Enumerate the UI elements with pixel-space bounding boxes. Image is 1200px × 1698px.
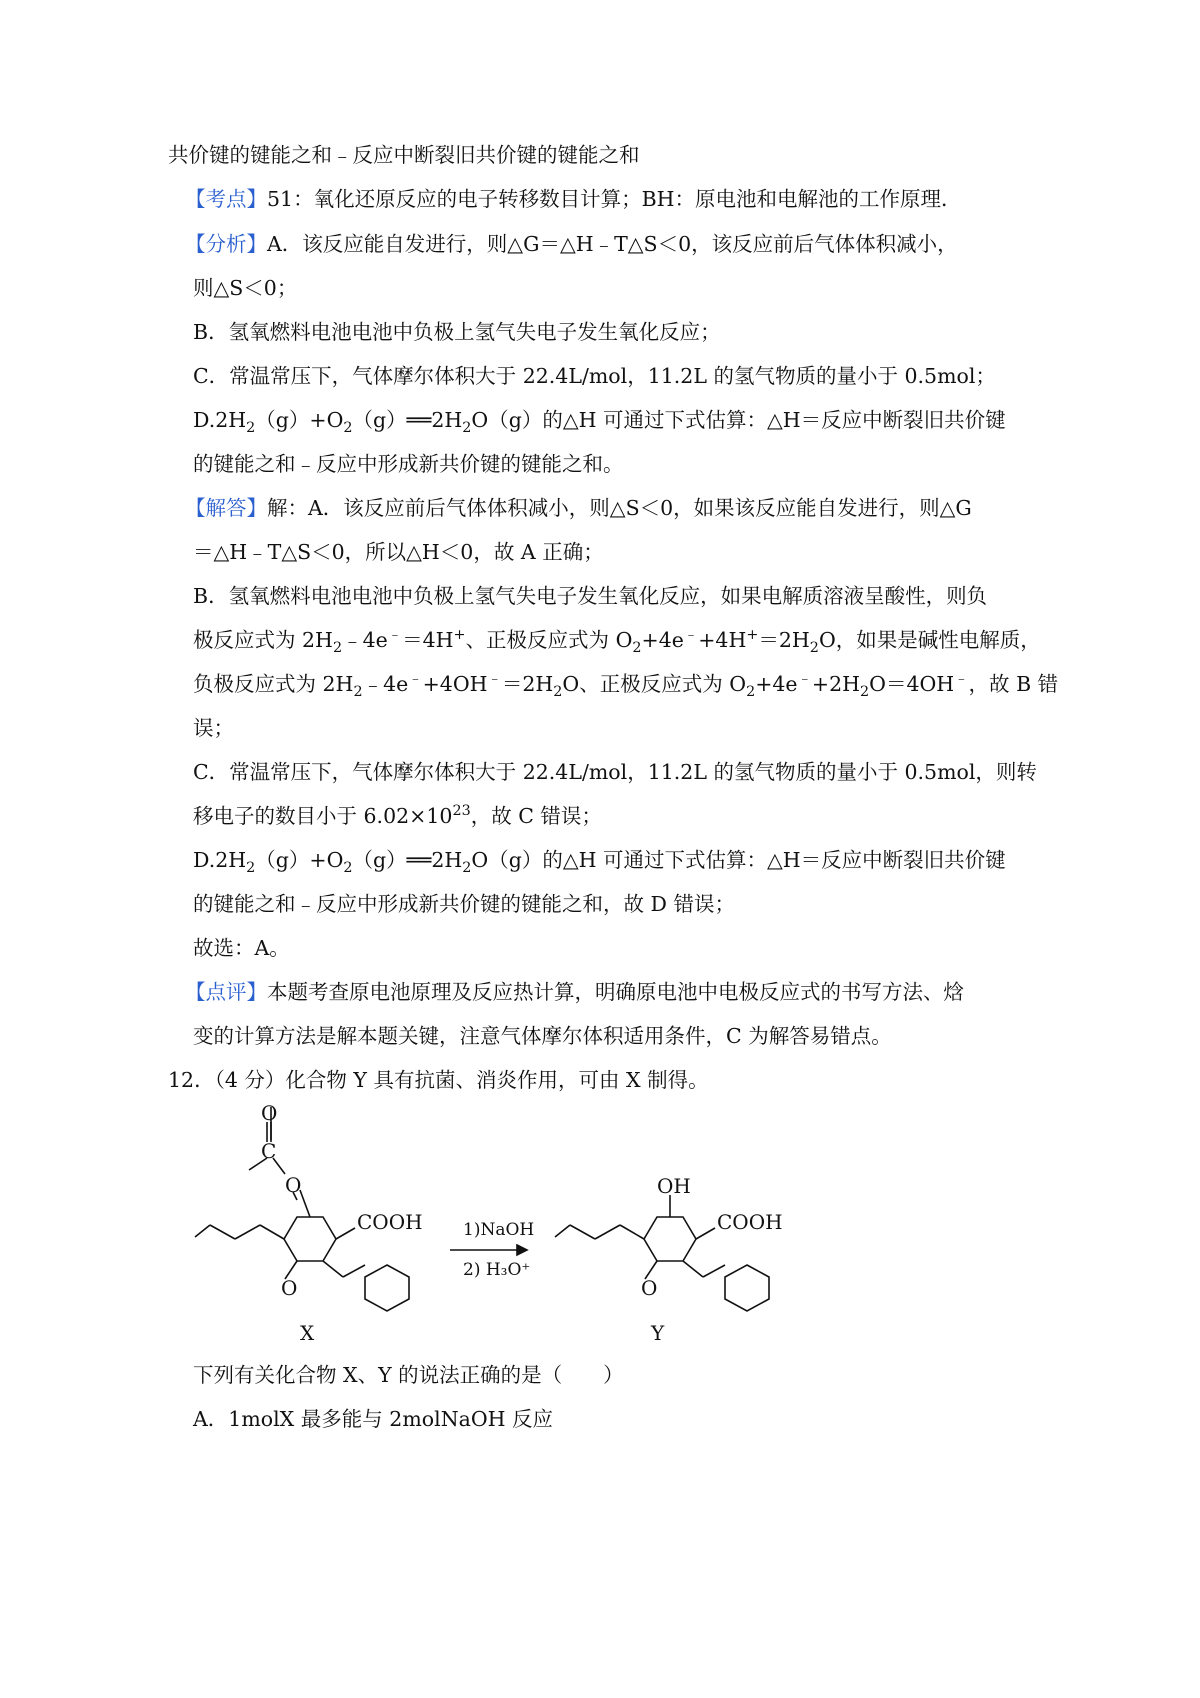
formula-part: 、正极反应式为 O — [465, 628, 633, 652]
superscript: + — [746, 627, 759, 644]
reaction-scheme — [205, 1174, 845, 1435]
formula-part: ，故 B 错 — [968, 672, 1059, 696]
x-cooh-bond — [336, 1228, 355, 1239]
x-ester-o: O — [285, 1173, 302, 1197]
subscript: 2 — [462, 860, 472, 877]
x-methoxy-o: O — [281, 1276, 298, 1300]
x-prenyl-bond — [235, 1225, 260, 1239]
jieda-b-base — [193, 669, 1058, 699]
subscript: 2 — [632, 640, 642, 657]
dianping-cont: 变的计算方法是解本题关键，注意气体摩尔体积适用条件，C 为解答易错点。 — [193, 1024, 892, 1048]
answer-line: 故选：A。 — [193, 936, 290, 960]
formula-part: +4e — [641, 628, 684, 652]
formula-part: +O — [309, 848, 344, 872]
superscript: ﹣ — [683, 627, 699, 644]
x-acetyl-group — [205, 1100, 845, 1200]
dianping-text: 本题考查原电池原理及反应热计算，明确原电池中电极反应式的书写方法、焓 — [267, 980, 964, 1004]
fenxi-tag: 【分析】 — [185, 232, 267, 256]
superscript: ﹣ — [408, 671, 423, 688]
formula-part: ＝4H — [402, 628, 454, 652]
jieda-c-cont — [193, 801, 602, 831]
x-prenyl-bond — [260, 1225, 284, 1239]
subscript: 2 — [343, 860, 353, 877]
x-prenyl-methyl — [195, 1225, 210, 1237]
subscript: 2 — [353, 684, 363, 701]
y-prenyl-double — [570, 1225, 595, 1239]
formula-part: O — [471, 848, 489, 872]
kaodian-text: 51：氧化还原反应的电子转移数目计算；BH：原电池和电解池的工作原理． — [267, 187, 962, 211]
x-label: X — [300, 1321, 315, 1345]
y-cooh-bond — [696, 1228, 715, 1239]
reagent-2: 2) H₃O⁺ — [463, 1260, 531, 1280]
x-cooh-label: COOH — [357, 1210, 423, 1234]
formula-part: （g） — [488, 408, 543, 432]
formula-part: （g） — [255, 408, 310, 432]
jieda-b-acid — [193, 625, 1041, 655]
x-carbonyl-c: C — [261, 1139, 277, 1163]
kaodian-line — [185, 184, 962, 214]
subscript: 2 — [343, 420, 353, 437]
fenxi-a-cont: 则△S＜0； — [193, 276, 298, 300]
y-styryl-double — [703, 1265, 725, 1277]
subscript: 2 — [746, 684, 756, 701]
formula-part: ﹣4e — [342, 628, 388, 652]
fenxi-line — [185, 229, 958, 259]
formula-part: ══ — [406, 848, 432, 872]
y-benzene-ring — [644, 1217, 696, 1261]
y-oh-label: OH — [657, 1174, 691, 1198]
reagent-1: 1)NaOH — [463, 1220, 535, 1240]
subscript: 2 — [332, 640, 343, 657]
x-acetyl-svg — [205, 1100, 845, 1200]
subscript: 2 — [462, 420, 472, 437]
formula-part: +O — [309, 408, 344, 432]
jieda-tag: 【解答】 — [185, 496, 267, 520]
jieda-b: B．氢氧燃料电池电池中负极上氢气失电子发生氧化反应，如果电解质溶液呈酸性，则负 — [193, 584, 988, 608]
dianping-line — [185, 977, 964, 1007]
dianping-tag: 【点评】 — [185, 980, 267, 1004]
formula-part: ＝2H — [501, 672, 554, 696]
formula-part: ﹣4e — [362, 672, 409, 696]
formula-part: 负极反应式为 2H — [193, 672, 354, 696]
y-methoxy-o: O — [641, 1276, 658, 1300]
x-phenyl-ring — [365, 1265, 409, 1311]
formula-part: O — [471, 408, 489, 432]
formula-part: O，如果是碱性电解质， — [818, 628, 1041, 652]
formula-part: +4e — [755, 672, 798, 696]
question-stem: 下列有关化合物 X、Y 的说法正确的是（ ） — [193, 1363, 624, 1387]
formula-part: O、正极反应式为 O — [562, 672, 747, 696]
formula-part: 2H — [431, 848, 463, 872]
jieda-a-cont: ＝△H﹣T△S＜0，所以△H＜0，故 A 正确； — [193, 540, 604, 564]
fenxi-b: B．氢氧燃料电池电池中负极上氢气失电子发生氧化反应； — [193, 320, 721, 344]
formula-part: 极反应式为 2H — [193, 628, 333, 652]
formula-part: （g） — [255, 848, 310, 872]
formula-part: （g） — [488, 848, 543, 872]
formula-part: 移电子的数目小于 6.02×10 — [193, 804, 453, 828]
x-styryl-double — [343, 1265, 365, 1277]
fenxi-a-text: A．该反应能自发进行，则△G＝△H﹣T△S＜0，该反应前后气体体积减小， — [267, 232, 958, 256]
superscript: + — [453, 627, 466, 644]
formula-part: 的△H 可通过下式估算：△H＝反应中断裂旧共价键 — [542, 848, 1006, 872]
subscript: 2 — [860, 684, 870, 701]
x-styryl-bond — [323, 1261, 343, 1277]
text-line: 共价键的键能之和﹣反应中断裂旧共价键的键能之和 — [168, 143, 640, 167]
formula-part: O＝4OH — [869, 672, 955, 696]
y-prenyl-methyl — [555, 1225, 570, 1237]
formula-part: D.2H — [193, 408, 247, 432]
x-carbonyl-o: O — [261, 1101, 278, 1125]
formula-part: ，故 C 错误； — [470, 804, 602, 828]
x-benzene-ring — [284, 1217, 336, 1261]
formula-part: 的△H 可通过下式估算：△H＝反应中断裂旧共价键 — [542, 408, 1006, 432]
fenxi-c: C．常温常压下，气体摩尔体积大于 22.4L/mol，11.2L 的氢气物质的量小于 0.5mol； — [193, 364, 996, 388]
option-a: A．1molX 最多能与 2molNaOH 反应 — [193, 1407, 554, 1431]
y-styryl-bond — [683, 1261, 703, 1277]
reaction-scheme-svg — [205, 1174, 845, 1435]
formula-part: +2H — [811, 672, 861, 696]
jieda-c: C．常温常压下，气体摩尔体积大于 22.4L/mol，11.2L 的氢气物质的量小于 0.5mol，则转 — [193, 760, 1037, 784]
y-prenyl-bond — [620, 1225, 644, 1239]
y-phenyl-ring — [725, 1265, 769, 1311]
kaodian-tag: 【考点】 — [185, 187, 267, 211]
subscript: 2 — [246, 420, 256, 437]
formula-part: +4OH — [422, 672, 488, 696]
superscript: ﹣ — [954, 671, 969, 688]
formula-part: +4H — [698, 628, 747, 652]
formula-part: （g） — [352, 408, 407, 432]
formula-part: D.2H — [193, 848, 247, 872]
formula-part: ══ — [406, 408, 432, 432]
superscript: ﹣ — [387, 627, 403, 644]
y-prenyl-bond — [595, 1225, 620, 1239]
subscript: 2 — [553, 684, 563, 701]
fenxi-d-formula — [193, 405, 1006, 435]
formula-part: （g） — [352, 848, 407, 872]
superscript: ﹣ — [487, 671, 502, 688]
fenxi-d-cont: 的键能之和﹣反应中形成新共价键的键能之和。 — [193, 452, 624, 476]
jieda-b-cont: 误； — [193, 716, 234, 740]
subscript: 2 — [246, 860, 256, 877]
formula-part: ＝2H — [758, 628, 810, 652]
jieda-d-cont: 的键能之和﹣反应中形成新共价键的键能之和，故 D 错误； — [193, 892, 735, 916]
question-12-title: 12．（4 分）化合物 Y 具有抗菌、消炎作用，可由 X 制得。 — [168, 1068, 709, 1092]
superscript: ﹣ — [797, 671, 812, 688]
y-label: Y — [651, 1321, 665, 1345]
jieda-line — [185, 493, 972, 523]
reaction-arrow-head — [517, 1245, 527, 1255]
jieda-d-formula — [193, 845, 1006, 875]
x-prenyl-double — [210, 1225, 235, 1239]
formula-part: 2H — [431, 408, 463, 432]
y-cooh-label: COOH — [717, 1210, 783, 1234]
superscript: 23 — [452, 803, 471, 820]
jieda-a-text: 解：A．该反应前后气体体积减小，则△S＜0，如果该反应能自发进行，则△G — [267, 496, 972, 520]
subscript: 2 — [809, 640, 819, 657]
